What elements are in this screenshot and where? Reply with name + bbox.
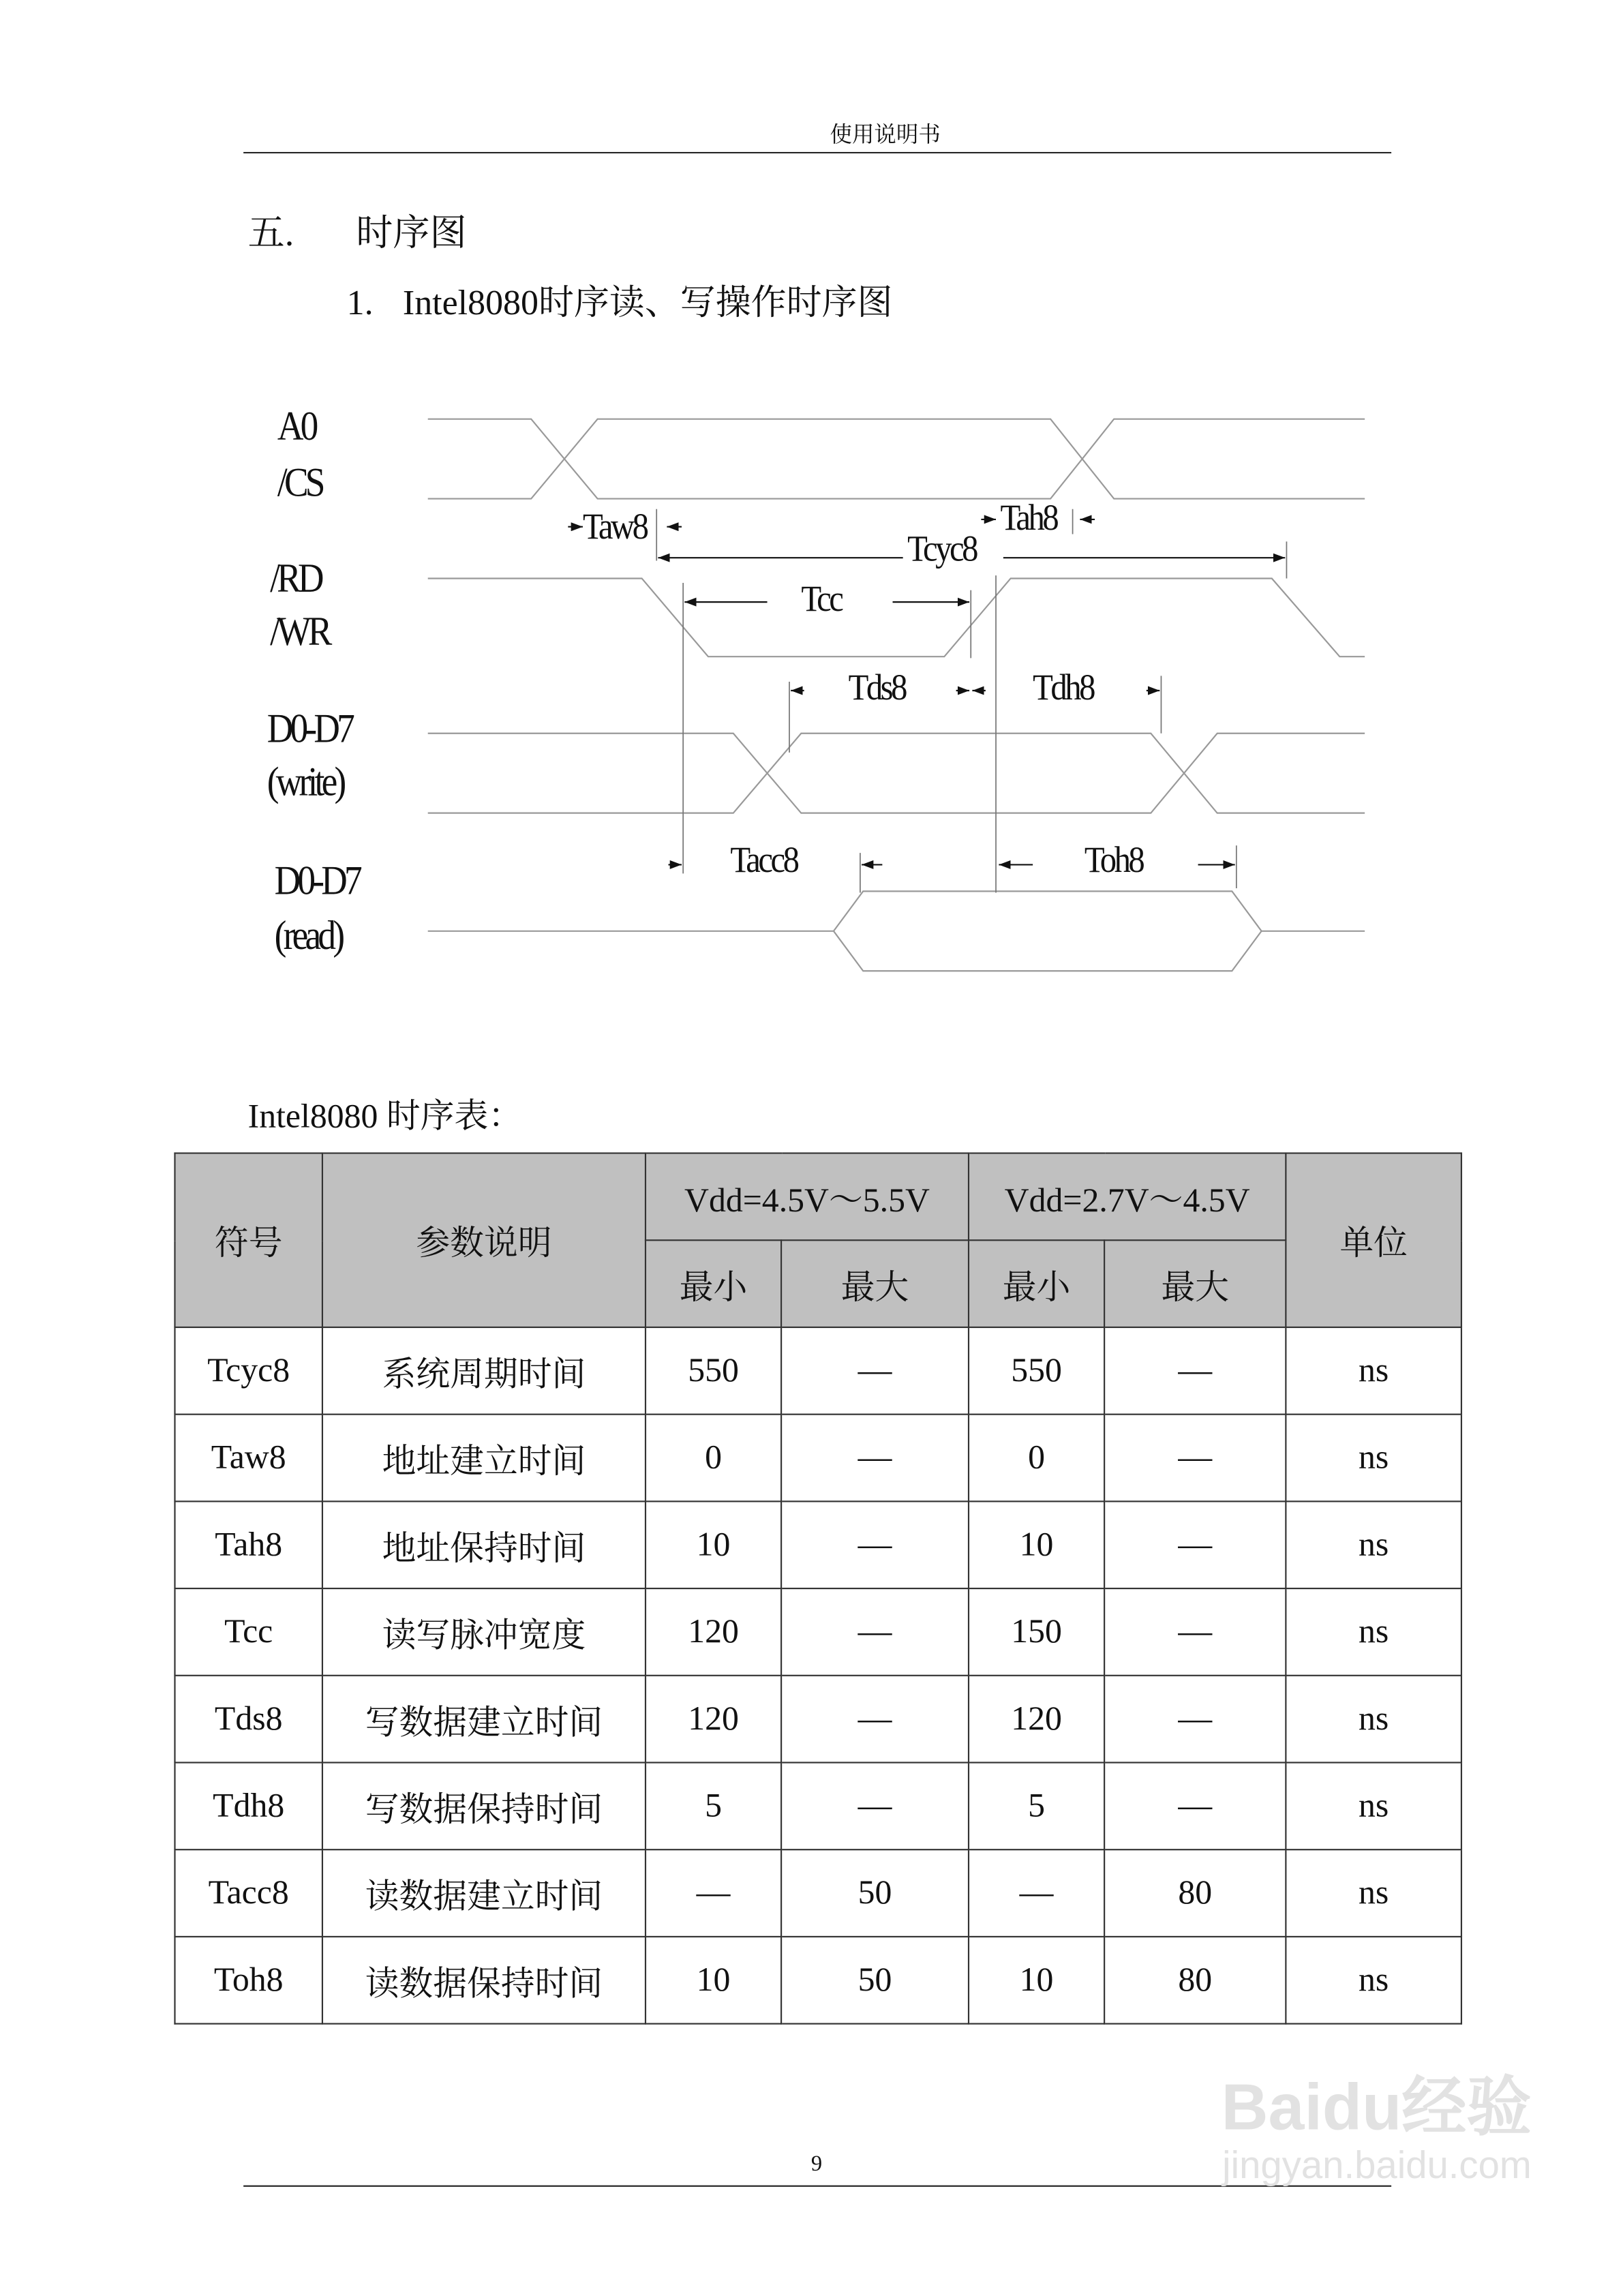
table-cell: 10 (646, 1501, 781, 1588)
watermark-brand: Baidu经验 (1221, 2071, 1532, 2145)
table-caption: Intel8080 时序表： (247, 1098, 523, 1135)
table-cell: ns (1286, 1415, 1461, 1502)
label-tdh8: Tdh8 (1033, 668, 1093, 708)
signal-label-wr: /WR (270, 609, 329, 656)
header-vdd1: Vdd=4.5V～5.5V (646, 1153, 969, 1241)
section-title: 时序图 (356, 213, 467, 254)
table-cell: ns (1286, 1327, 1461, 1415)
table-cell: 系统周期时间 (322, 1327, 646, 1415)
table-cell: 写数据建立时间 (322, 1676, 646, 1763)
header-unit: 单位 (1286, 1153, 1461, 1327)
table-row (175, 1415, 1461, 1502)
table-cell: — (646, 1849, 781, 1937)
section-number: 五. (247, 213, 294, 254)
table-cell: Toh8 (175, 1937, 322, 2024)
signal-label-data-read: D0-D7 (274, 858, 359, 905)
table-cell: 10 (646, 1937, 781, 2024)
waveform-a0-cs (428, 419, 1365, 499)
table-row (175, 1762, 1461, 1849)
table-row (175, 1501, 1461, 1588)
signal-label-write: (write) (267, 759, 344, 806)
label-tacc8: Tacc8 (730, 841, 798, 881)
footer-rule (243, 2186, 1391, 2187)
table-cell: 50 (781, 1849, 969, 1937)
table-cell: 150 (969, 1588, 1104, 1676)
table-cell: 120 (646, 1676, 781, 1763)
table-row (175, 1937, 1461, 2024)
page-number: 9 (810, 2153, 823, 2177)
subsection-number: 1. (346, 284, 374, 324)
table-cell: 5 (969, 1762, 1104, 1849)
table-cell: 地址保持时间 (322, 1501, 646, 1588)
table-row (175, 1849, 1461, 1937)
table-cell: Tah8 (175, 1501, 322, 1588)
table-cell: Tds8 (175, 1676, 322, 1763)
table-cell: 80 (1104, 1937, 1286, 2024)
label-tds8: Tds8 (848, 668, 905, 708)
table-cell: — (781, 1762, 969, 1849)
table-row (175, 1327, 1461, 1415)
table-cell: 读数据保持时间 (322, 1937, 646, 2024)
table-cell: 10 (969, 1937, 1104, 2024)
table-cell: — (781, 1588, 969, 1676)
header-max: 最大 (781, 1240, 969, 1327)
signal-label-a0: A0 (277, 404, 316, 451)
table-cell: 10 (969, 1501, 1104, 1588)
table-cell: 地址建立时间 (322, 1415, 646, 1502)
table-cell: 50 (781, 1937, 969, 2024)
table-header-row (175, 1153, 1461, 1241)
table-cell: 120 (969, 1676, 1104, 1763)
table-cell: — (1104, 1501, 1286, 1588)
table-cell: 0 (969, 1415, 1104, 1502)
table-cell: — (1104, 1327, 1286, 1415)
table-cell: 550 (646, 1327, 781, 1415)
table-cell: Tcc (175, 1588, 322, 1676)
header-min: 最小 (969, 1240, 1104, 1327)
table-cell: 5 (646, 1762, 781, 1849)
watermark-url: jingyan.baidu.com (1222, 2143, 1532, 2188)
signal-label-data-write: D0-D7 (267, 706, 352, 753)
signal-label-cs: /CS (277, 460, 322, 507)
table-row (175, 1676, 1461, 1763)
header-vdd2: Vdd=2.7V～4.5V (969, 1153, 1286, 1241)
header-param: 参数说明 (322, 1153, 646, 1327)
table-cell: 0 (646, 1415, 781, 1502)
label-taw8: Taw8 (582, 507, 647, 548)
table-cell: — (781, 1501, 969, 1588)
timing-table (174, 1152, 1462, 2024)
table-cell: ns (1286, 1762, 1461, 1849)
header-min: 最小 (646, 1240, 781, 1327)
table-cell: 写数据保持时间 (322, 1762, 646, 1849)
table-row (175, 1588, 1461, 1676)
table-cell: ns (1286, 1501, 1461, 1588)
table-cell: — (1104, 1676, 1286, 1763)
table-cell: ns (1286, 1849, 1461, 1937)
table-cell: — (781, 1415, 969, 1502)
waveform-rd-wr (428, 578, 1365, 656)
table-cell: ns (1286, 1676, 1461, 1763)
signal-label-rd: /RD (270, 556, 321, 603)
table-cell: — (1104, 1762, 1286, 1849)
label-tcyc8: Tcyc8 (907, 530, 976, 570)
label-toh8: Toh8 (1084, 841, 1143, 881)
table-cell: 读数据建立时间 (322, 1849, 646, 1937)
table-cell: — (781, 1676, 969, 1763)
header-max: 最大 (1104, 1240, 1286, 1327)
subsection-title: Intel8080时序读、写操作时序图 (402, 284, 893, 324)
table-cell: 80 (1104, 1849, 1286, 1937)
table-cell: 读写脉冲宽度 (322, 1588, 646, 1676)
table-cell: — (781, 1327, 969, 1415)
table-cell: Tacc8 (175, 1849, 322, 1937)
table-cell: ns (1286, 1588, 1461, 1676)
header-symbol: 符号 (175, 1153, 322, 1327)
table-cell: — (969, 1849, 1104, 1937)
label-tah8: Tah8 (1000, 498, 1057, 539)
table-cell: — (1104, 1588, 1286, 1676)
signal-label-read: (read) (274, 913, 342, 959)
table-cell: 120 (646, 1588, 781, 1676)
running-header: 使用说明书 (830, 123, 941, 148)
table-cell: Tcyc8 (175, 1327, 322, 1415)
table-cell: 550 (969, 1327, 1104, 1415)
timing-diagram (0, 0, 1623, 1033)
table-cell: Taw8 (175, 1415, 322, 1502)
waveform-data-read (428, 891, 1365, 971)
table-cell: — (1104, 1415, 1286, 1502)
label-tcc: Tcc (801, 579, 842, 620)
waveform-data-write (428, 734, 1365, 813)
table-cell: ns (1286, 1937, 1461, 2024)
watermark-logo (1222, 2073, 1532, 2187)
table-cell: Tdh8 (175, 1762, 322, 1849)
